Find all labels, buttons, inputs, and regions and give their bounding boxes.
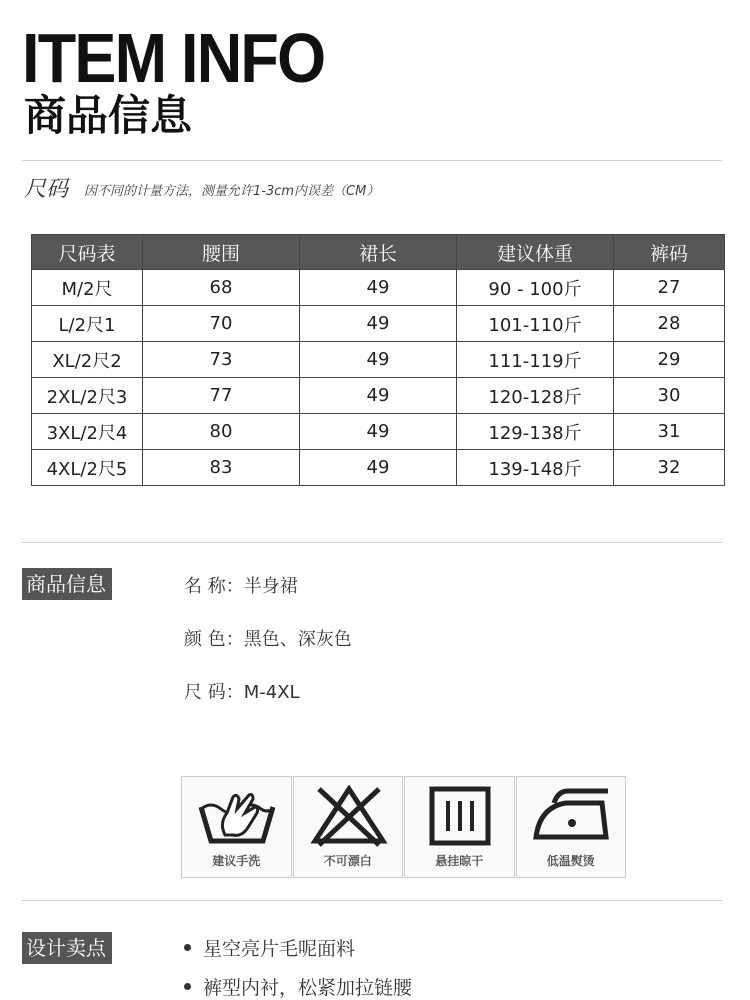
care-label: 悬挂晾干 [435, 854, 484, 868]
selling-point-item [184, 973, 412, 1000]
care-item-no-bleach [293, 776, 404, 878]
bullet-dot [184, 983, 191, 990]
cell-size: M/2尺 [32, 270, 143, 306]
title-chinese: 商品信息 [24, 91, 193, 140]
divider [22, 160, 722, 161]
selling-points-label: 设计卖点 [22, 932, 112, 964]
care-label: 低温熨烫 [546, 854, 595, 868]
cell-length: 49 [300, 270, 457, 306]
product-size: 尺 码：M-4XL [184, 682, 300, 703]
divider [22, 900, 722, 901]
cell-waist: 70 [143, 306, 300, 342]
care-item-hang-dry [404, 776, 515, 878]
col-skirt-length: 裙长 [300, 235, 457, 270]
cell-size: 3XL/2尺4 [32, 414, 143, 450]
care-instructions [181, 776, 627, 878]
table-row [32, 306, 725, 342]
cell-pants: 30 [614, 378, 725, 414]
table-row [32, 270, 725, 306]
col-weight: 建议体重 [457, 235, 614, 270]
cell-size: L/2尺1 [32, 306, 143, 342]
cell-pants: 29 [614, 342, 725, 378]
cell-weight: 139-148斤 [457, 450, 614, 486]
cell-waist: 77 [143, 378, 300, 414]
product-color: 颜 色：黑色、深灰色 [184, 629, 352, 650]
care-item-hand-wash [181, 776, 292, 878]
cell-waist: 80 [143, 414, 300, 450]
size-heading: 尺码 [24, 177, 69, 202]
cell-weight: 101-110斤 [457, 306, 614, 342]
bullet-dot [184, 944, 191, 951]
cell-length: 49 [300, 414, 457, 450]
size-table [31, 234, 725, 486]
cell-pants: 32 [614, 450, 725, 486]
cell-length: 49 [300, 450, 457, 486]
low-iron-icon [532, 785, 612, 847]
cell-weight: 111-119斤 [457, 342, 614, 378]
cell-size: 4XL/2尺5 [32, 450, 143, 486]
selling-point-text: 裤型内衬，松紧加拉链腰 [203, 977, 413, 999]
cell-waist: 73 [143, 342, 300, 378]
selling-point-item [184, 934, 355, 961]
selling-point-text: 星空亮片毛呢面料 [203, 938, 356, 960]
cell-pants: 28 [614, 306, 725, 342]
cell-waist: 83 [143, 450, 300, 486]
cell-pants: 27 [614, 270, 725, 306]
cell-weight: 120-128斤 [457, 378, 614, 414]
col-size-chart: 尺码表 [32, 235, 143, 270]
cell-waist: 68 [143, 270, 300, 306]
hang-dry-icon [420, 785, 500, 847]
table-row [32, 378, 725, 414]
hand-wash-icon [197, 785, 277, 847]
cell-length: 49 [300, 306, 457, 342]
title-english: ITEM INFO [22, 19, 325, 97]
care-item-low-iron [516, 776, 627, 878]
cell-length: 49 [300, 342, 457, 378]
cell-length: 49 [300, 378, 457, 414]
product-name: 名 称：半身裙 [184, 576, 298, 597]
cell-pants: 31 [614, 414, 725, 450]
table-row [32, 342, 725, 378]
cell-size: 2XL/2尺3 [32, 378, 143, 414]
product-info-label: 商品信息 [22, 568, 112, 600]
size-note: 因不同的计量方法，测量允许1-3cm内误差（CM） [84, 184, 380, 199]
col-waist: 腰围 [143, 235, 300, 270]
cell-size: XL/2尺2 [32, 342, 143, 378]
col-pants-size: 裤码 [614, 235, 725, 270]
table-row [32, 450, 725, 486]
cell-weight: 90 - 100斤 [457, 270, 614, 306]
cell-weight: 129-138斤 [457, 414, 614, 450]
care-label: 不可漂白 [323, 854, 372, 868]
divider [22, 542, 722, 543]
table-header-row [32, 235, 725, 270]
table-row [32, 414, 725, 450]
no-bleach-icon [309, 785, 389, 847]
care-label: 建议手洗 [212, 854, 261, 868]
